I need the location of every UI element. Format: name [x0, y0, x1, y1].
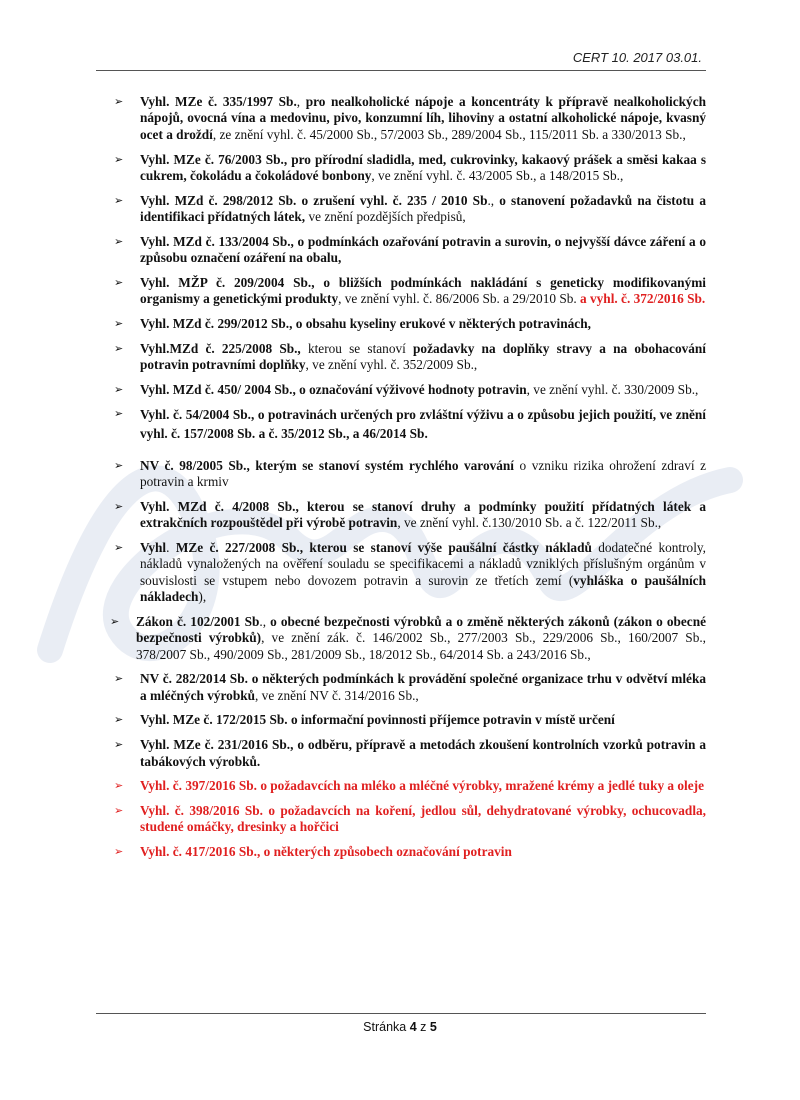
- arrowhead-bullet-icon: ➢: [114, 540, 124, 554]
- list-item-text: [140, 844, 706, 860]
- arrowhead-bullet-icon: ➢: [114, 458, 124, 472]
- list-item-text: [140, 671, 706, 704]
- text-run: , ve znění vyhl. č. 330/2009 Sb.,: [526, 381, 699, 397]
- text-run: vyhláška o paušálních nákladech: [140, 572, 706, 605]
- text-run: a vyhl. č. 372/2016 Sb.: [580, 291, 706, 307]
- list-item-text: [140, 737, 706, 770]
- text-run: , ve znění vyhl. č. 43/2005 Sb., a 148/2015 Sb.,: [371, 167, 624, 183]
- page-footer: [0, 1020, 800, 1034]
- list-item: [114, 406, 706, 443]
- text-run: NV č. 282/2014 Sb. o některých podmínkách k provádění společné organizace trhu v odvětví mléka a mléčných výrobků: [140, 671, 706, 703]
- text-run: ),: [198, 589, 207, 605]
- text-run: Vyhl: [140, 539, 167, 555]
- arrowhead-bullet-icon: ➢: [110, 614, 120, 628]
- text-run: Vyhl.MZd č. 225/2008 Sb.,: [140, 340, 301, 356]
- document-header: CERT 10. 2017 03.01.: [572, 50, 702, 65]
- arrowhead-bullet-icon: ➢: [114, 152, 124, 166]
- list-item-text: [140, 316, 706, 332]
- text-run: Vyhl. č. 417/2016 Sb., o některých způsobech označování potravin: [140, 844, 512, 860]
- arrowhead-bullet-icon: ➢: [114, 407, 124, 421]
- text-run: , ve znění vyhl. č. 86/2006 Sb. a 29/2010 Sb.: [338, 291, 581, 307]
- text-run: Vyhl. MZd č. 298/2012 Sb. o zrušení vyhl. č. 235 / 2010 Sb: [140, 192, 488, 208]
- list-item-text: [140, 152, 706, 185]
- text-run: Vyhl. č. 398/2016 Sb. o požadavcích na koření, jedlou sůl, dehydratované výrobky, ochucovadla, studené omáčky, dresinky a hořčici: [140, 802, 706, 835]
- arrowhead-bullet-icon: ➢: [114, 738, 124, 752]
- list-item-text: [136, 614, 706, 663]
- text-run: Vyhl. č. 54/2004 Sb., o potravinách určených pro zvláštní výživu a o způsobu jejich použití, ve znění vyhl. č. 157/2008 Sb. a č. 35/2012 Sb., a 46/2014 Sb.: [140, 407, 706, 442]
- list-item-text: [140, 382, 706, 398]
- arrowhead-bullet-icon: ➢: [114, 95, 124, 108]
- list-item-text: [140, 406, 706, 443]
- list-item: [114, 712, 706, 728]
- list-item: [114, 234, 706, 267]
- arrowhead-bullet-icon: ➢: [114, 193, 124, 207]
- footer-page-separator: z: [420, 1020, 427, 1034]
- list-item-text: [140, 193, 706, 226]
- legislation-list: [110, 94, 707, 869]
- list-item: [114, 193, 706, 226]
- text-run: Vyhl. MZd č. 299/2012 Sb., o obsahu kyseliny erukové v některých potravinách,: [140, 315, 591, 331]
- list-item: [110, 614, 706, 663]
- list-item: [114, 778, 706, 794]
- list-item-text: [140, 499, 706, 532]
- text-run: .: [166, 539, 176, 555]
- arrowhead-bullet-icon: ➢: [114, 234, 124, 248]
- text-run: Zákon č. 102/2001 Sb: [136, 613, 260, 629]
- arrowhead-bullet-icon: ➢: [114, 672, 124, 686]
- arrowhead-bullet-icon: ➢: [114, 341, 124, 355]
- text-run: ve znění pozdějších předpisů,: [305, 209, 466, 225]
- list-item-text: [140, 341, 706, 374]
- text-run: dodatečné kontroly, nákladů vynaložených na ověření souladu se specifikacemi a nákladů vzniklých příslušným orgánům v souvislosti se vstupem nebo dovozem potravin a surovin ze třetích zemí (: [140, 539, 706, 588]
- list-item-text: [140, 540, 706, 606]
- text-run: kterou se stanoví: [300, 340, 414, 356]
- arrowhead-bullet-icon: ➢: [114, 779, 124, 793]
- text-run: MZe č. 227/2008 Sb., kterou se stanoví výše paušální částky nákladů: [175, 539, 592, 555]
- text-run: o stanovení požadavků na čistotu a identifikaci přídatných látek,: [140, 192, 706, 225]
- list-item: [114, 803, 706, 836]
- text-run: pro nealkoholické nápoje a koncentráty k přípravě nealkoholických nápojů, ovocná vína a medovinu, pivo, konzumní líh, lihoviny a ostatní alkoholické nápoje, kvasný ocet a droždí: [140, 94, 706, 142]
- list-item: [114, 540, 706, 606]
- list-item: [114, 152, 706, 185]
- list-item-text: [140, 234, 706, 267]
- list-item-text: [140, 458, 706, 491]
- text-run: Vyhl. č. 397/2016 Sb. o požadavcích na mléko a mléčné výrobky, mražené krémy a jedlé tuky a oleje: [140, 778, 704, 794]
- list-item: [114, 737, 706, 770]
- list-item: [114, 499, 706, 532]
- text-run: Vyhl. MZe č. 231/2016 Sb., o odběru, přípravě a metodách zkoušení kontrolních vzorků potravin a tabákových výrobků.: [140, 737, 706, 769]
- text-run: o obecné bezpečnosti výrobků a o změně některých zákonů (zákon o obecné bezpečnosti výrobků): [136, 613, 707, 646]
- text-run: .,: [259, 613, 271, 629]
- text-run: Vyhl. MZe č. 76/2003 Sb., pro přírodní sladidla, med, cukrovinky, kakaový prášek a směsi kakaa s cukrem, čokoládu a čokoládové bonbony: [140, 151, 706, 183]
- text-run: , ve znění zák. č. 146/2002 Sb., 277/2003 Sb., 229/2006 Sb., 160/2007 Sb., 378/2007 Sb., 490/2009 Sb., 281/2009 Sb., 18/2012 Sb., 64/2014 Sb. a 243/2016 Sb.,: [136, 630, 706, 662]
- text-run: Vyhl. MŽP č. 209/2004 Sb., o bližších podmínkách nakládání s geneticky modifikovanými organismy a genetickými produkty: [140, 274, 706, 307]
- list-item: [114, 275, 706, 308]
- footer-page-number: 4: [409, 1020, 417, 1034]
- list-item: [114, 844, 706, 860]
- list-item: [114, 341, 706, 374]
- list-item-text: [140, 94, 706, 143]
- arrowhead-bullet-icon: ➢: [114, 382, 124, 396]
- list-item: [114, 316, 706, 332]
- text-run: Vyhl. MZe č. 172/2015 Sb. o informační povinnosti příjemce potravin v místě určení: [140, 712, 615, 728]
- arrowhead-bullet-icon: ➢: [114, 499, 124, 513]
- footer-page-prefix: Stránka: [363, 1020, 407, 1034]
- text-run: o vzniku rizika ohrožení zdraví z potravin a krmiv: [140, 457, 706, 490]
- arrowhead-bullet-icon: ➢: [114, 803, 124, 817]
- arrowhead-bullet-icon: ➢: [114, 275, 124, 289]
- list-item-text: [140, 803, 706, 836]
- arrowhead-bullet-icon: ➢: [114, 845, 124, 859]
- text-run: požadavky na doplňky stravy a na obohacování potravin potravními doplňky: [140, 340, 706, 373]
- text-run: Vyhl. MZd č. 4/2008 Sb., kterou se stanoví druhy a podmínky použití přídatných látek a extrakčních rozpouštědel při výrobě potravin: [140, 498, 706, 531]
- list-item: [114, 671, 706, 704]
- list-item: [114, 94, 706, 143]
- text-run: Vyhl. MZe č. 335/1997 Sb.: [140, 94, 297, 109]
- list-item-text: [140, 275, 706, 308]
- text-run: , ve znění vyhl. č. 352/2009 Sb.,: [305, 357, 478, 373]
- text-run: ,: [296, 94, 306, 109]
- footer-divider: [96, 1013, 706, 1014]
- arrowhead-bullet-icon: ➢: [114, 316, 124, 330]
- list-item-text: [140, 712, 706, 728]
- text-run: Vyhl. MZd č. 133/2004 Sb., o podmínkách ozařování potravin a surovin, o nejvyšší dávce záření a o způsobu označení ozáření na obalu,: [140, 233, 706, 266]
- text-run: , ve znění NV č. 314/2016 Sb.,: [255, 687, 419, 703]
- text-run: .,: [487, 192, 500, 208]
- text-run: NV č. 98/2005 Sb., kterým se stanoví systém rychlého varování: [140, 457, 515, 473]
- footer-page-total: 5: [429, 1020, 437, 1034]
- header-divider: [96, 70, 706, 71]
- list-item: [114, 458, 706, 491]
- arrowhead-bullet-icon: ➢: [114, 713, 124, 727]
- text-run: , ve znění vyhl. č.130/2010 Sb. a č. 122/2011 Sb.,: [397, 515, 662, 531]
- text-run: , ze znění vyhl. č. 45/2000 Sb., 57/2003 Sb., 289/2004 Sb., 115/2011 Sb. a 330/2013 Sb.,: [212, 126, 686, 142]
- text-run: Vyhl. MZd č. 450/ 2004 Sb., o označování výživové hodnoty potravin: [140, 381, 527, 397]
- list-item-text: [140, 778, 706, 794]
- list-item: [114, 382, 706, 398]
